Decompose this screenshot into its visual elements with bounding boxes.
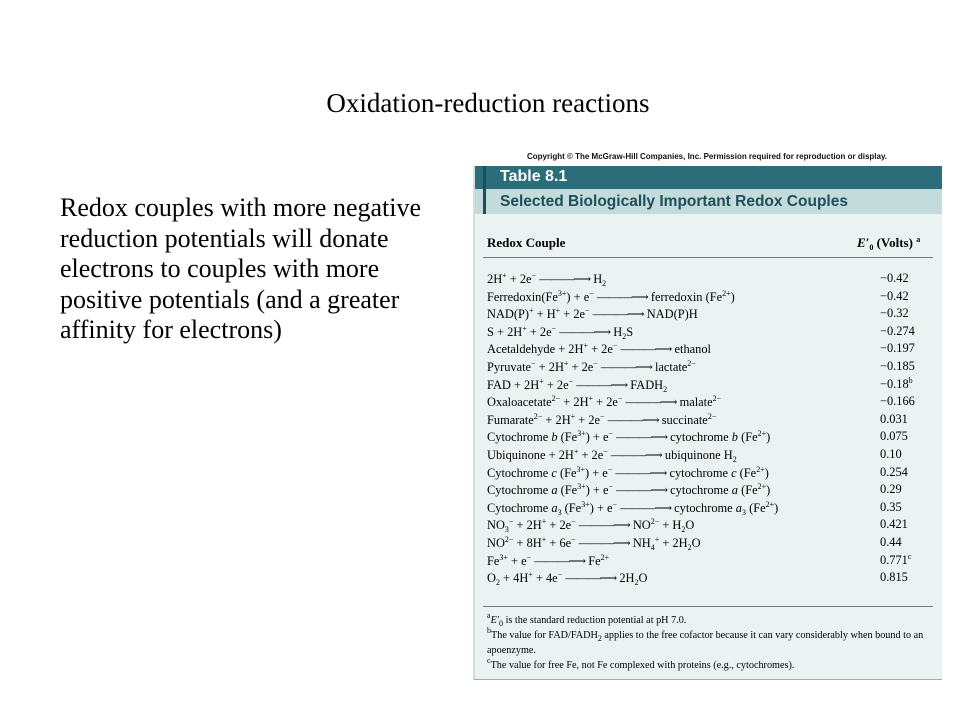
table-footnotes xyxy=(487,613,935,673)
table-row xyxy=(487,359,937,377)
table-row xyxy=(487,570,937,588)
reduction-potential: −0.42 xyxy=(880,288,909,303)
table-title-bar xyxy=(475,189,942,214)
redox-couple: $Ferredoxin(Fe^{3+}) + e^-$ ———⟶ ferredoxin $(Fe^{2+})$ xyxy=(487,288,735,304)
redox-couple: FAD + 2H+ + 2e− ———⟶ $FADH_2$ xyxy=(487,376,668,394)
redox-couple: Pyruvate− + 2H+ + 2e− ———⟶ lactate$^{2-}$ xyxy=(487,358,696,374)
footnote: $^aE'_0$ is the standard reduction potential at pH 7.0. xyxy=(487,611,687,628)
table-row xyxy=(487,324,937,342)
table-number: Table 8.1 xyxy=(500,168,568,185)
redox-couple: Oxaloacetate$^{2-}$ + 2H+ + 2e− ———⟶ malate$^{2-}$ xyxy=(487,394,722,410)
reduction-potential: 0.35 xyxy=(880,499,902,514)
table-row xyxy=(487,306,937,324)
reduction-potential: 0.815 xyxy=(880,570,908,585)
reduction-potential: −0.197 xyxy=(880,341,915,356)
column-header-volts: $E'_0$ (Volts) $^a$ xyxy=(857,235,921,252)
table-row xyxy=(487,429,937,447)
table-rows xyxy=(487,271,937,588)
table-row xyxy=(487,377,937,395)
redox-couple: S + 2H+ + 2e− ———⟶ $H_2S$ xyxy=(487,323,634,341)
footnote-rule xyxy=(483,606,933,607)
table-row xyxy=(487,517,937,535)
header-rule xyxy=(483,257,933,258)
redox-couple: 2H+ + 2e− ———⟶ $H_2$ xyxy=(487,271,607,288)
slide-body-text: Redox couples with more negative reduction potentials will donate electrons to couples with more positive potentials (and a greater affinity for electrons) xyxy=(60,193,422,344)
redox-couple: NAD(P)+ + H+ + 2e− ———⟶ NAD(P)H xyxy=(487,306,698,322)
redox-couple: $NO^{2-} + 8H^+ + 6e^-$ ———⟶ $NH_4^+ + 2H_2O$ xyxy=(487,534,701,552)
reduction-potential: 0.075 xyxy=(880,429,908,444)
reduction-potential: 0.421 xyxy=(880,517,908,532)
redox-couple: Cytochrome c $(Fe^{3+}) + e^-$ ———⟶ cytochrome c $(Fe^{2+})$ xyxy=(487,464,769,480)
reduction-potential: −0.18$^b$ xyxy=(880,375,913,391)
redox-couple: $Fe^{3+} + e^-$ ———⟶ $Fe^{2+}$ xyxy=(487,552,610,568)
reduction-potential: 0.44 xyxy=(880,534,902,549)
reduction-potential: 0.031 xyxy=(880,411,908,426)
reduction-potential: −0.42 xyxy=(880,271,909,285)
reduction-potential: 0.254 xyxy=(880,464,908,479)
redox-table xyxy=(473,166,942,680)
table-row xyxy=(487,482,937,500)
redox-couple: Cytochrome b $(Fe^{3+}) + e^-$ ———⟶ cytochrome b $(Fe^{2+})$ xyxy=(487,429,771,445)
footnote: $^c$The value for free Fe, not Fe complexed with proteins (e.g., cytochromes). xyxy=(487,656,795,671)
table-row xyxy=(487,341,937,359)
reduction-potential: −0.274 xyxy=(880,323,915,338)
table-row xyxy=(487,447,937,465)
redox-couple: Fumarate$^{2-}$ + 2H+ + 2e− ———⟶ succinate$^{2-}$ xyxy=(487,411,717,427)
redox-couple: $O_2 + 4H^+ + 4e^-$ ———⟶ $2H_2O$ xyxy=(487,570,648,588)
table-number-bar xyxy=(475,166,942,189)
table-row xyxy=(487,394,937,412)
table-row xyxy=(487,500,937,518)
reduction-potential: −0.166 xyxy=(880,394,915,409)
redox-couple: $NO_3^- + 2H^+ + 2e^-$ ———⟶ $NO^{2-} + H_2O$ xyxy=(487,517,695,535)
redox-couple: Ubiquinone + 2H+ + 2e− ———⟶ ubiquinone $H_2$ xyxy=(487,446,737,464)
column-header-redox-couple: Redox Couple xyxy=(487,235,566,250)
reduction-potential: −0.185 xyxy=(880,358,915,373)
footnote: $^b$The value for FAD/$FADH_2$ applies to the free cofactor because it can vary considerably when bound to an apoenzyme. xyxy=(487,626,924,656)
reduction-potential: 0.771$^c$ xyxy=(880,551,912,567)
reduction-potential: 0.10 xyxy=(880,446,902,461)
redox-couple: Acetaldehyde + 2H+ + 2e− ———⟶ ethanol xyxy=(487,341,711,357)
table-row xyxy=(487,412,937,430)
redox-couple: Cytochrome $a_3$ $(Fe^{3+}) + e^-$ ———⟶ cytochrome $a_3$ $(Fe^{2+})$ xyxy=(487,499,779,517)
redox-couple: Cytochrome a $(Fe^{3+}) + e^-$ ———⟶ cytochrome a $(Fe^{2+})$ xyxy=(487,482,771,498)
table-row xyxy=(487,535,937,553)
reduction-potential: −0.32 xyxy=(880,306,909,321)
reduction-potential: 0.29 xyxy=(880,482,902,497)
slide-title: Oxidation-reduction reactions xyxy=(326,88,650,118)
copyright-notice: Copyright © The McGraw-Hill Companies, Inc. Permission required for reproduction or display. xyxy=(527,152,888,161)
table-row xyxy=(487,271,937,289)
table-row xyxy=(487,553,937,571)
table-row xyxy=(487,465,937,483)
table-title: Selected Biologically Important Redox Couples xyxy=(500,193,848,210)
table-row xyxy=(487,289,937,307)
